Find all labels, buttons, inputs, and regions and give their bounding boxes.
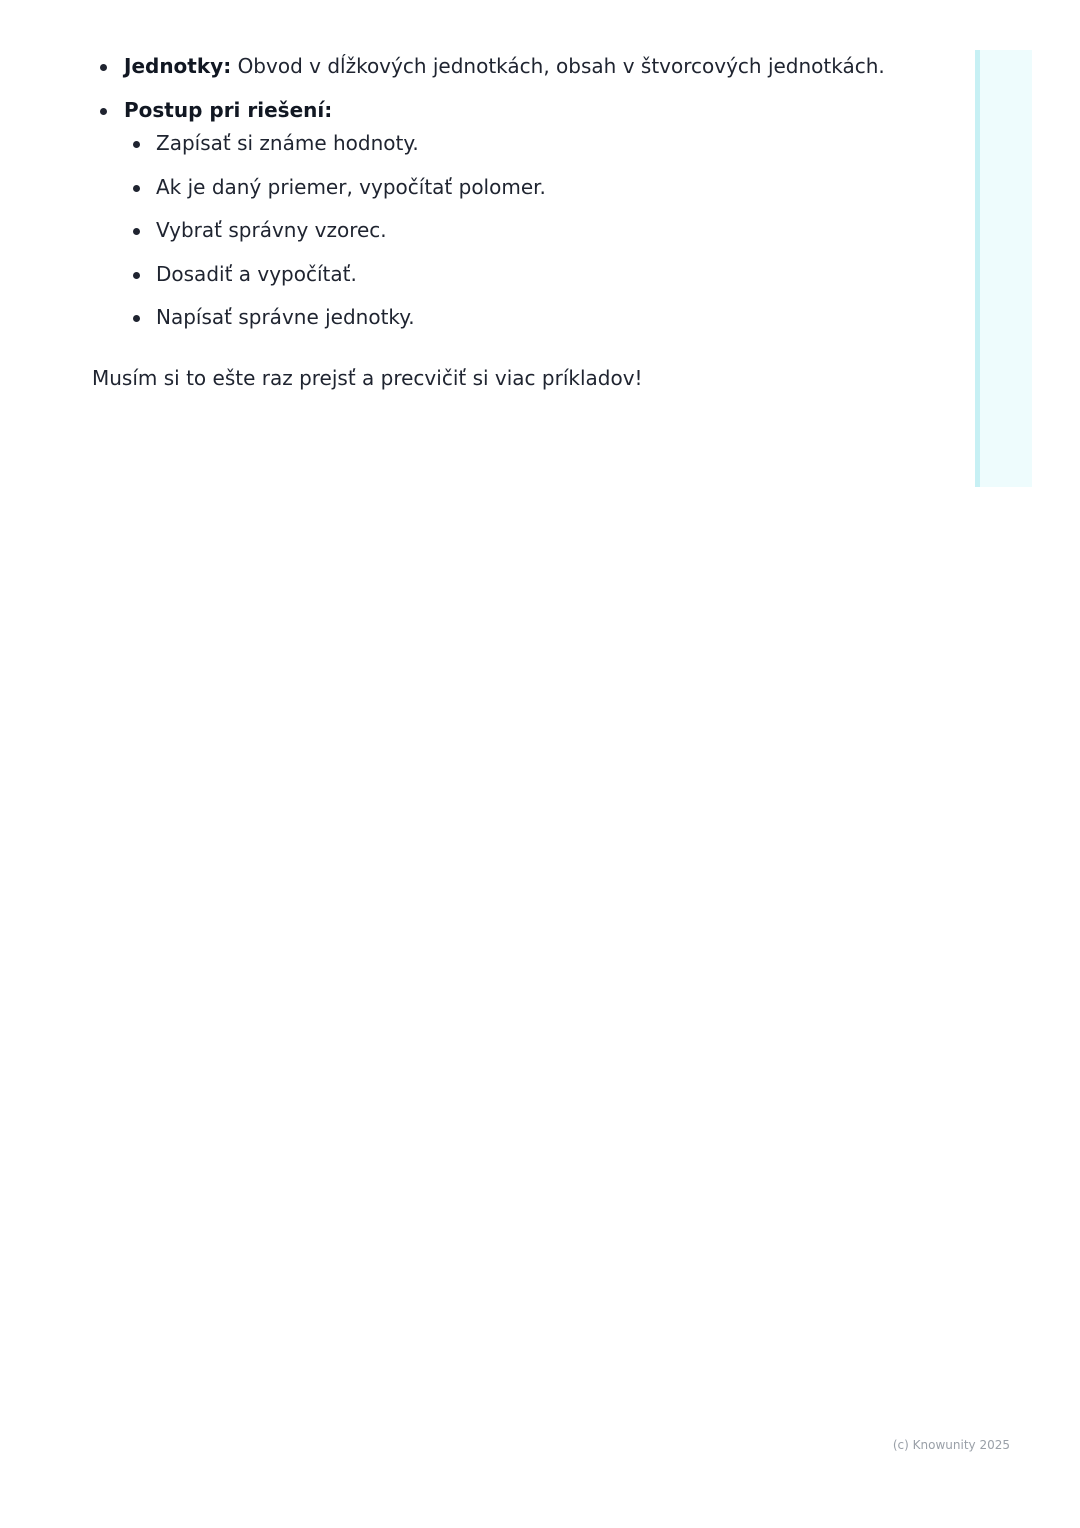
bullet-icon [133, 185, 140, 192]
units-label: Jednotky: [124, 54, 232, 78]
step-text: Zapísať si známe hodnoty. [156, 131, 419, 155]
bullet-icon [133, 228, 140, 235]
units-text: Obvod v dĺžkových jednotkách, obsah v štvorcových jednotkách. [237, 54, 885, 78]
side-panel [975, 50, 1032, 487]
list-item-procedure [92, 94, 952, 334]
step-text: Napísať správne jednotky. [156, 305, 415, 329]
step-text: Ak je daný priemer, vypočítať polomer. [156, 174, 546, 199]
bullet-icon [100, 64, 107, 71]
list-item [124, 301, 952, 334]
list-item [124, 258, 952, 291]
list-item [124, 171, 952, 204]
bullet-icon [133, 315, 140, 322]
step-text: Dosadiť a vypočítať. [156, 261, 357, 286]
bullet-icon [100, 108, 107, 115]
bullet-icon [133, 141, 140, 148]
step-text: Vybrať správny vzorec. [156, 218, 387, 242]
bullet-list [92, 50, 952, 334]
list-item [124, 214, 952, 247]
copyright-footer: (c) Knowunity 2025 [892, 1438, 1010, 1452]
list-item-units [92, 50, 952, 83]
document-body [92, 50, 952, 415]
bullet-icon [133, 272, 140, 279]
procedure-steps [124, 127, 952, 334]
procedure-label: Postup pri riešení: [124, 98, 333, 122]
list-item [124, 127, 952, 160]
closing-note: Musím si to ešte raz prejsť a precvičiť si viac príkladov! [92, 366, 643, 390]
